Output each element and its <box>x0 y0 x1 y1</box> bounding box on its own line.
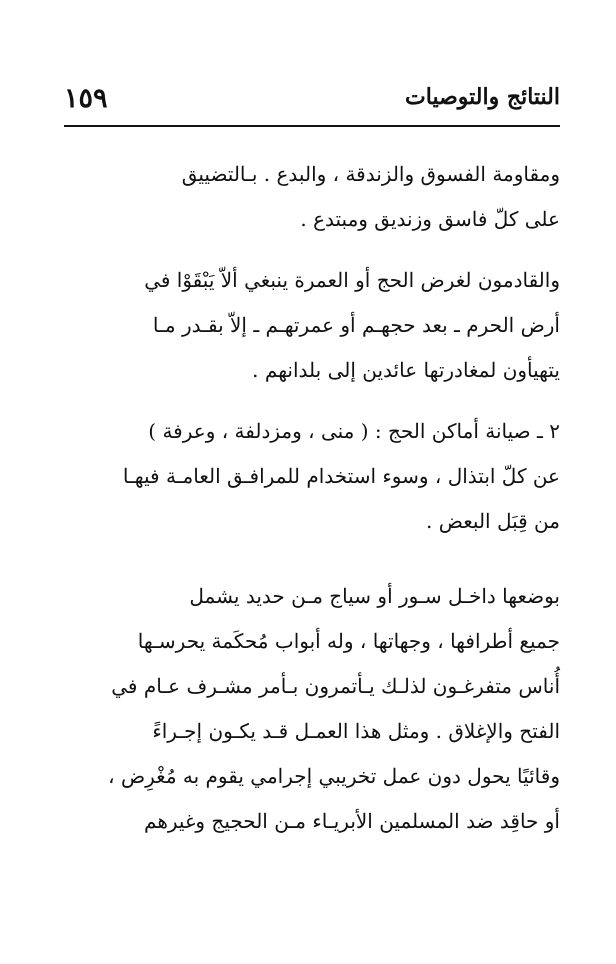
page-body <box>64 152 560 844</box>
paragraph <box>64 152 560 242</box>
paragraph <box>64 409 560 544</box>
text-line: يتهيأون لمغادرتها عائدين إلى بلدانهم . <box>252 358 560 382</box>
text-line: عن كلّ ابتذال ، وسوء استخدام للمرافـق العامـة فيهـا <box>122 464 560 488</box>
text-line: وقائيًا يحول دون عمل تخريبي إجرامي يقوم به مُغْرِض ، <box>108 764 560 788</box>
text-line: ٢ ـ صيانة أماكن الحج : ( منى ، ومزدلفة ، وعرفة ) <box>148 419 560 443</box>
running-title: النتائج والتوصيات <box>405 84 560 110</box>
text-line: جميع أطرافها ، وجهاتها ، وله أبواب مُحكَمة يحرسـها <box>137 629 560 653</box>
header-rule <box>64 125 560 127</box>
text-line: من قِبَل البعض . <box>426 509 560 533</box>
paragraph-gap <box>64 242 560 258</box>
text-line: الفتح والإغلاق . ومثل هذا العمـل قـد يكـون إجـراءً <box>152 719 560 743</box>
text-line: أو حاقِد ضد المسلمين الأبريـاء مـن الحجيج وغيرهم <box>144 809 560 833</box>
page-header <box>64 78 560 118</box>
text-line: ومقاومة الفسوق والزندقة ، والبدع . بـالتضييق <box>181 162 560 186</box>
text-line: بوضعها داخـل سـور أو سياج مـن حديد يشمل <box>189 584 560 608</box>
paragraph-gap <box>64 393 560 409</box>
text-line: على كلّ فاسق وزنديق ومبتدع . <box>300 207 560 231</box>
paragraph <box>64 574 560 844</box>
paragraph-gap <box>64 544 560 574</box>
text-line: أُناس متفرغـون لذلـك يـأتمرون بـأمر مشـرف عـام في <box>111 674 560 698</box>
page-number: ١٥٩ <box>64 83 108 114</box>
text-line: والقادمون لغرض الحج أو العمرة ينبغي ألاّ يَبْقَوْا في <box>144 268 560 292</box>
paragraph <box>64 258 560 393</box>
text-line: أرض الحرم ـ بعد حجهـم أو عمرتهـم ـ إلاّ بقـدر مـا <box>152 313 560 337</box>
